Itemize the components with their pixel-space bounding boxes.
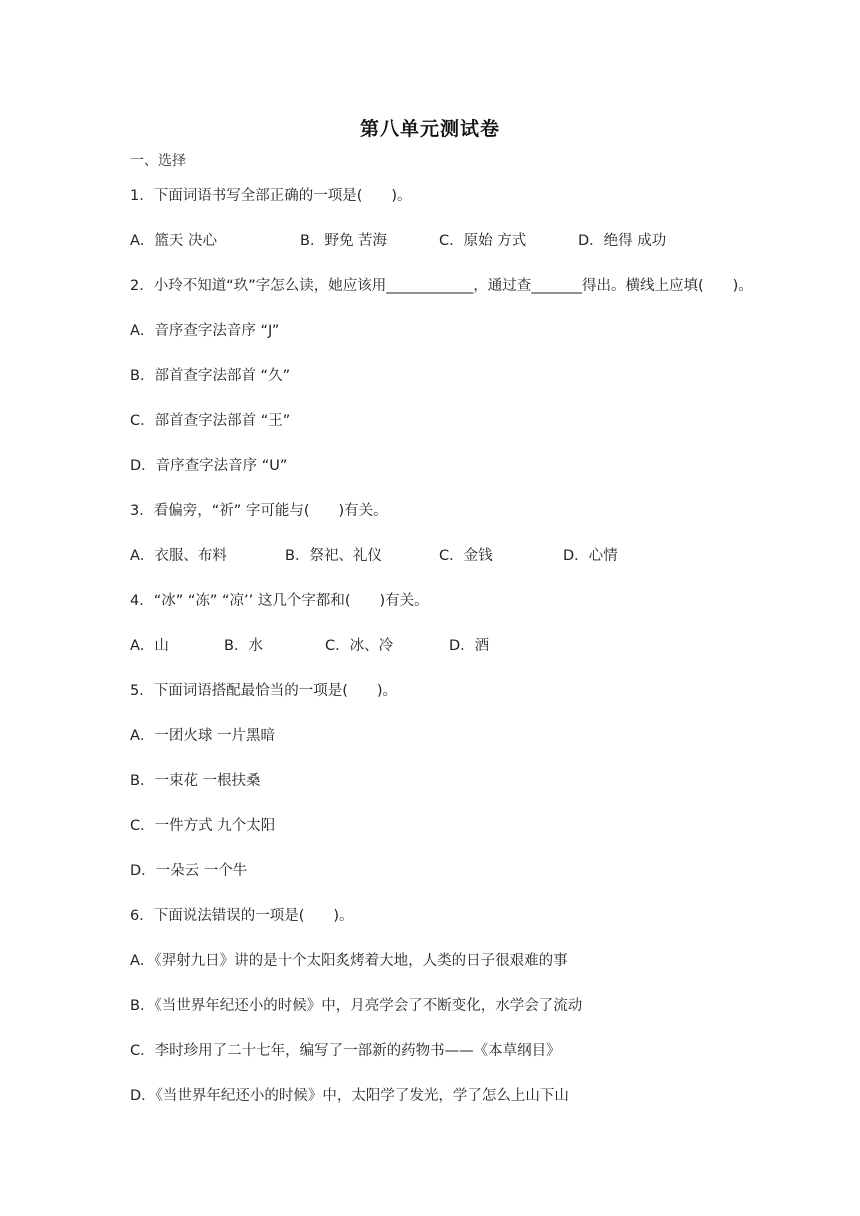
question-5-stem: 5．下面词语搭配最恰当的一项是( )。 xyxy=(130,683,398,699)
question-4-option-a: A．山 xyxy=(130,638,169,654)
question-5-option-a: A．一团火球 一片黑暗 xyxy=(130,728,276,744)
question-3-option-a: A．衣服、布料 xyxy=(130,548,227,564)
question-5-option-d: D．一朵云 一个牛 xyxy=(130,863,248,879)
question-1-option-b: B．野免 苦海 xyxy=(300,233,388,249)
question-3-option-d: D．心情 xyxy=(563,548,618,564)
question-5-option-c: C．一件方式 九个太阳 xyxy=(130,818,276,834)
question-2-option-a: A．音序查字法音序 “J” xyxy=(130,323,280,339)
question-1-option-a: A．篮天 决心 xyxy=(130,233,218,249)
question-2-stem: 2．小玲不知道“玖”字怎么读，她应该用____________，通过查_______得出。横线上应填( )。 xyxy=(130,278,753,294)
section-heading: 一、选择 xyxy=(130,153,186,169)
question-4-option-b: B．水 xyxy=(224,638,263,654)
question-1-stem: 1．下面词语书写全部正确的一项是( )。 xyxy=(130,188,412,204)
question-2-option-c: C．部首查字法部首 “王” xyxy=(130,413,291,429)
question-6-option-c: C．李时珍用了二十七年，编写了一部新的药物书——《本草纲目》 xyxy=(130,1043,561,1059)
question-6-option-d: D．《当世界年纪还小的时候》中，太阳学了发光，学了怎么上山下山 xyxy=(130,1088,569,1104)
question-4-option-d: D．酒 xyxy=(449,638,490,654)
question-6-option-b: B．《当世界年纪还小的时候》中，月亮学会了不断变化，水学会了流动 xyxy=(130,998,583,1014)
question-3-stem: 3．看偏旁，“祈” 字可能与( )有关。 xyxy=(130,503,388,519)
question-6-option-a: A．《羿射九日》讲的是十个太阳炙烤着大地，人类的日子很艰难的事 xyxy=(130,953,568,969)
page-title: 第八单元测试卷 xyxy=(359,118,500,140)
question-1-option-c: C．原始 方式 xyxy=(439,233,527,249)
question-6-stem: 6．下面说法错误的一项是( )。 xyxy=(130,908,354,924)
question-5-option-b: B．一束花 一根扶桑 xyxy=(130,773,261,789)
question-4-stem: 4．“冰” “冻” “凉’’ 这几个字都和( )有关。 xyxy=(130,593,429,609)
question-3-option-c: C．金钱 xyxy=(439,548,493,564)
question-2-option-d: D．音序查字法音序 “U” xyxy=(130,458,288,474)
question-1-option-d: D．绝得 成功 xyxy=(578,233,667,249)
question-2-option-b: B．部首查字法部首 “久” xyxy=(130,368,291,384)
question-4-option-c: C．冰、冷 xyxy=(325,638,394,654)
question-3-option-b: B．祭祀、礼仪 xyxy=(285,548,382,564)
